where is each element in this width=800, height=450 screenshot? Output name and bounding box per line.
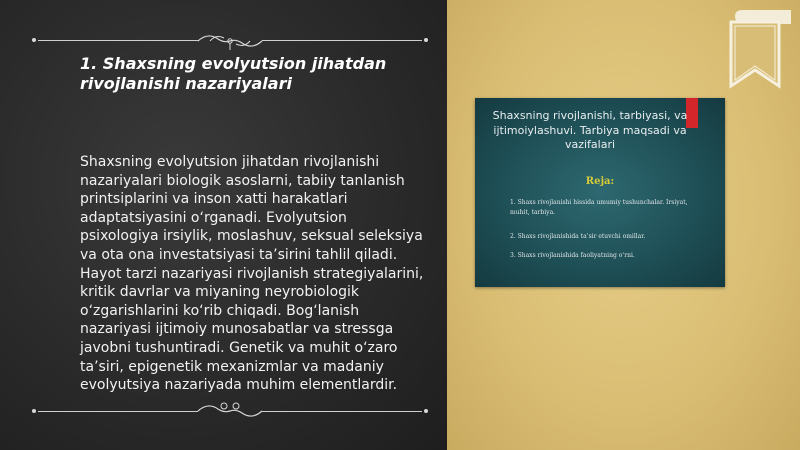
bookmark-ribbon-icon bbox=[721, 10, 793, 90]
slide-title: 1. Shaxsning evolyutsion jihatdan rivojlanishi nazariyalari bbox=[80, 54, 387, 93]
thumbnail-list-item: 3. Shaxs rivojlanishida faoliyatning o‘rni. bbox=[510, 252, 635, 259]
dot-ornament-icon bbox=[30, 407, 42, 415]
slide-thumbnail-image bbox=[475, 98, 725, 287]
thumbnail-list-item: 2. Shaxs rivojlanishida ta’sir etuvchi omillar. bbox=[510, 233, 646, 240]
thumbnail-plan-label: Reja: bbox=[585, 176, 615, 187]
flourish-ornament-icon bbox=[196, 30, 264, 52]
thumbnail-list-item: 1. Shaxs rivojlanishi hissida umumiy tushunchalar. Irsiyat, muhit, tarbiya. bbox=[510, 199, 688, 216]
top-divider-left bbox=[38, 40, 198, 41]
dot-ornament-icon bbox=[420, 36, 432, 44]
dot-ornament-icon bbox=[420, 407, 432, 415]
bottom-divider-left bbox=[38, 411, 198, 412]
top-divider-right bbox=[262, 40, 422, 41]
flourish-ornament-icon bbox=[196, 398, 264, 420]
slide-body-text: Shaxsning evolyutsion jihatdan rivojlanishi nazariyalari biologik asoslarni, tabiiy tanlanish printsiplarini va inson xatti harakatlari adaptatsiyasini o‘rganadi. Evolyutsion psixologiya irsiylik, moslashuv, seksual seleksiya va ota ona investatsiyasi ta’sirini tahlil qiladi. Hayot tarzi nazariyasi rivojlanish strategiyalarini, kritik davrlar va miyaning neyrobiologik o‘zgarishlarini ko‘rib chiqadi. Bog‘lanish nazariyasi ijtimoiy munosabatlar va stressga javobni tushuntiradi. Genetik va muhit o‘zaro ta’siri, epigenetik mexanizmlar va madaniy evolyutsiya nazariyada muhim elementlardir. bbox=[80, 154, 424, 394]
bottom-divider-right bbox=[262, 411, 422, 412]
dot-ornament-icon bbox=[30, 36, 42, 44]
thumbnail-title: Shaxsning rivojlanishi, tarbiyasi, va ijtimoiylashuvi. Tarbiya maqsadi va vazifalari bbox=[492, 109, 688, 151]
